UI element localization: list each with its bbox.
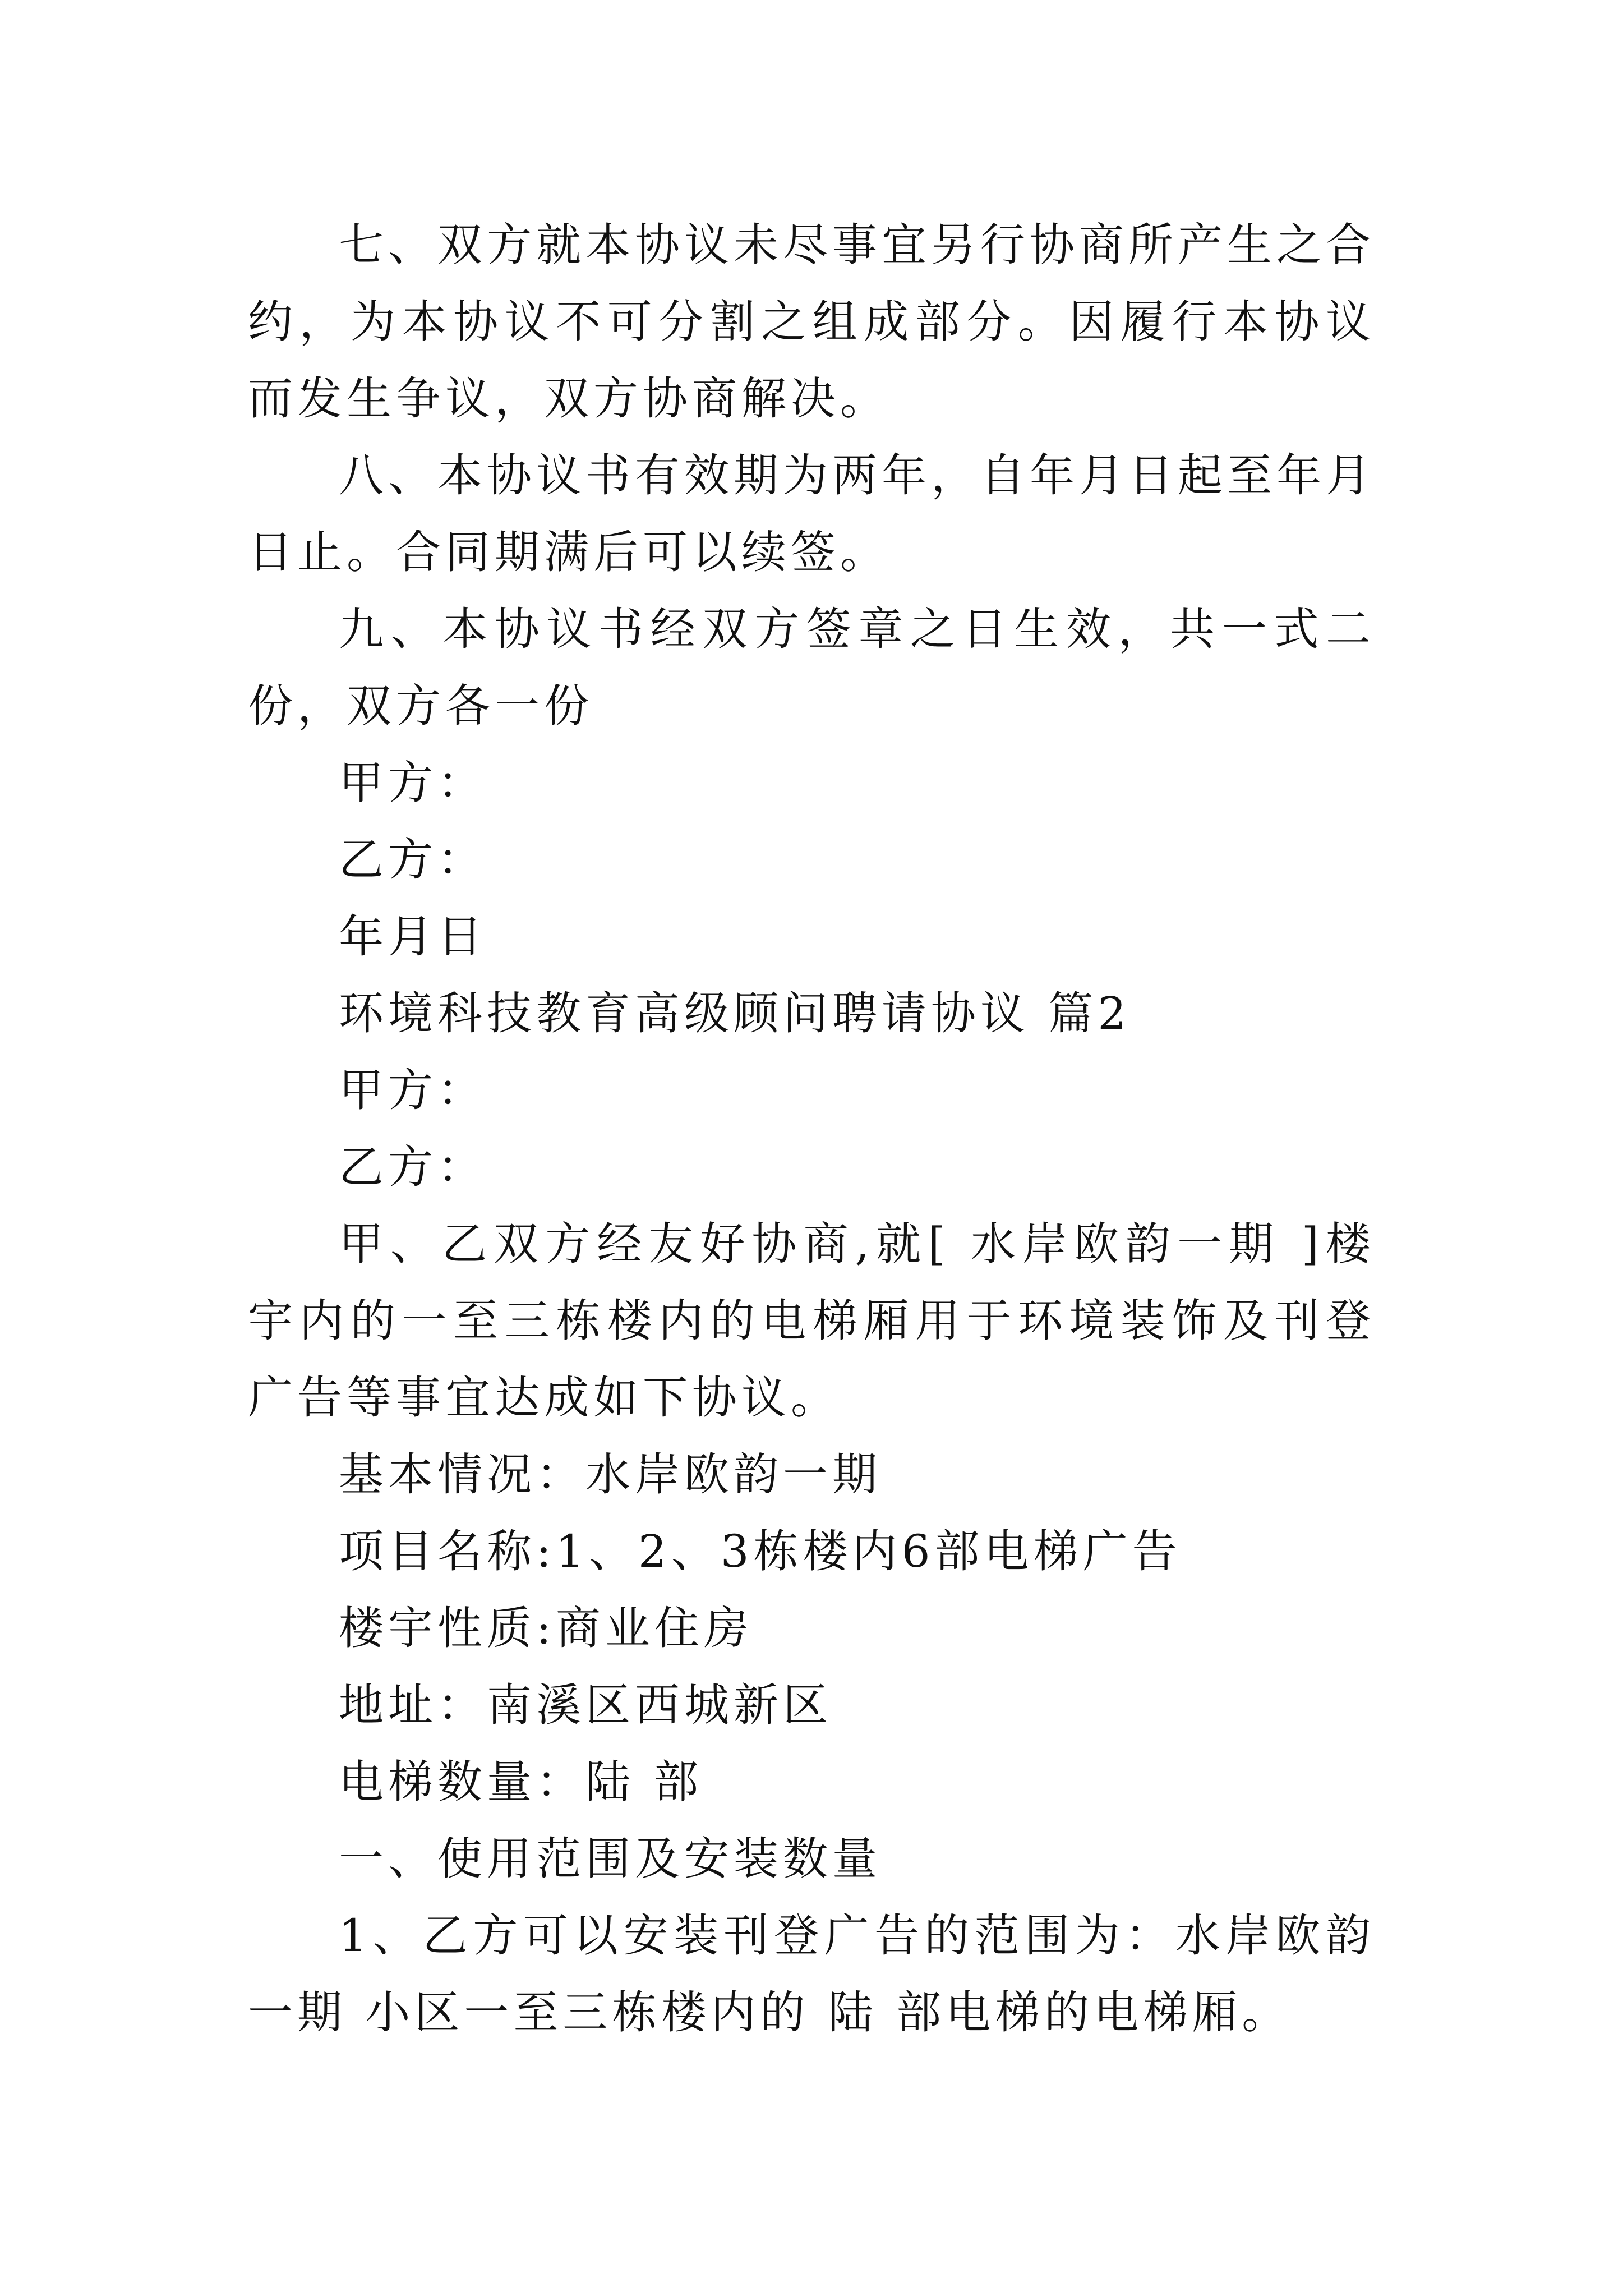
- basic-info-line: 基本情况：水岸欧韵一期: [339, 1448, 882, 1501]
- elevator-count-line: 电梯数量：陆 部: [339, 1756, 703, 1808]
- paragraph-clause-8: 八、本协议书有效期为两年，自年月日起至年月日止。合同期满后可以续签。: [248, 449, 1375, 578]
- agreement-intro: 甲、乙双方经友好协商,就[ 水岸欧韵一期 ]楼宇内的一至三栋楼内的电梯厢用于环境装饰及刊登广告等事宜达成如下协议。: [248, 1218, 1375, 1424]
- date-line: 年月日: [339, 910, 487, 963]
- paragraph-clause-9: 九、本协议书经双方签章之日生效，共一式二份，双方各一份: [248, 603, 1375, 732]
- paragraph-clause-7: 七、双方就本协议未尽事宜另行协商所产生之合约，为本协议不可分割之组成部分。因履行本协议而发生争议，双方协商解决。: [248, 219, 1375, 425]
- building-type-line: 楼宇性质:商业住房: [339, 1602, 753, 1654]
- scope-item-1: 1、乙方可以安装刊登广告的范围为：水岸欧韵一期 小区一至三栋楼内的 陆 部电梯的电梯厢。: [248, 1910, 1375, 2039]
- document-body: [248, 206, 1375, 2051]
- section-title: 环境科技教育高级顾问聘请协议 篇2: [339, 987, 1131, 1039]
- address-line: 地址：南溪区西城新区: [339, 1679, 832, 1731]
- party-b-signature-line: 乙方：: [339, 834, 487, 886]
- party-b-line: 乙方：: [339, 1141, 487, 1193]
- party-a-line: 甲方：: [339, 1064, 487, 1116]
- project-name-line: 项目名称:1、2、3栋楼内6部电梯广告: [339, 1525, 1182, 1577]
- party-a-signature-line: 甲方：: [339, 757, 487, 809]
- heading-scope: 一、使用范围及安装数量: [339, 1833, 882, 1885]
